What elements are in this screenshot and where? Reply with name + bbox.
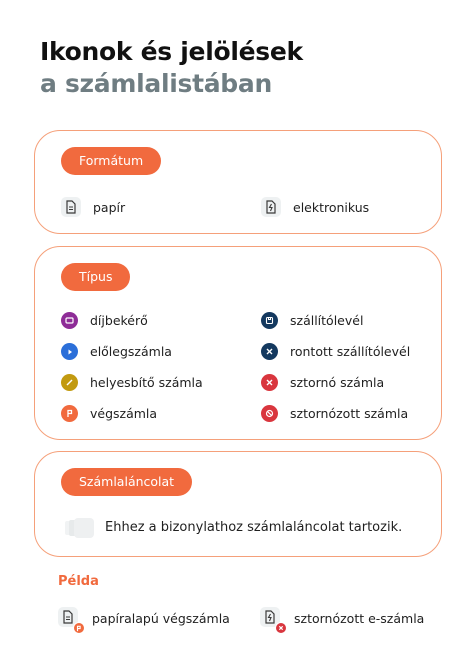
electronic-document-icon [261, 197, 281, 217]
advance-invoice-icon [61, 343, 78, 360]
chain-heading: Számlaláncolat [61, 468, 192, 496]
type-item-invoice-request [61, 312, 148, 329]
voided-delivery-note-icon [261, 343, 278, 360]
type-item-label: szállítólevél [290, 313, 364, 328]
invoice-request-icon [61, 312, 78, 329]
example-item-label: sztornózott e-számla [294, 610, 425, 626]
cancellation-invoice-icon [261, 374, 278, 391]
title-line-2: a számlalistában [40, 69, 272, 98]
delivery-note-icon [261, 312, 278, 329]
type-item-correction-invoice [61, 374, 203, 391]
paper-document-icon [61, 197, 81, 217]
type-item-label: végszámla [90, 406, 158, 421]
cancelled-e-invoice-icon [260, 607, 282, 629]
title-line-1: Ikonok és jelölések [40, 37, 303, 66]
invoice-chain-icon [65, 518, 95, 538]
type-item-label: rontott szállítólevél [290, 344, 411, 359]
chain-description: Ehhez a bizonylathoz számlaláncolat tartozik. [105, 520, 403, 535]
type-heading: Típus [61, 263, 130, 291]
format-item-paper [61, 197, 125, 217]
type-item-label: sztornó számla [290, 375, 385, 390]
type-item-advance-invoice [61, 343, 172, 360]
type-section [34, 246, 442, 440]
type-item-final-invoice [61, 405, 157, 422]
type-item-label: sztornózott számla [290, 406, 409, 421]
type-item-label: helyesbítő számla [90, 375, 203, 390]
format-heading: Formátum [61, 147, 161, 175]
format-section [34, 130, 442, 234]
type-item-delivery-note [261, 312, 363, 329]
type-item-label: előlegszámla [90, 344, 172, 359]
example-item-cancelled-e-invoice [260, 607, 424, 629]
correction-invoice-icon [61, 374, 78, 391]
type-item-voided-delivery-note [261, 343, 410, 360]
format-item-label: papír [93, 199, 126, 215]
format-item-label: elektronikus [293, 199, 370, 215]
example-item-paper-final [58, 607, 230, 629]
final-invoice-icon [61, 405, 78, 422]
type-item-cancellation-invoice [261, 374, 384, 391]
format-item-electronic [261, 197, 369, 217]
chain-section [34, 451, 442, 557]
page-title [40, 36, 303, 100]
type-item-label: díjbekérő [90, 313, 148, 328]
final-invoice-icon [73, 622, 85, 634]
type-item-cancelled-invoice [261, 405, 408, 422]
cancelled-invoice-icon [261, 405, 278, 422]
example-item-label: papíralapú végszámla [92, 610, 230, 626]
paper-final-invoice-icon [58, 607, 80, 629]
example-heading: Példa [58, 574, 99, 589]
cancellation-invoice-icon [275, 622, 287, 634]
